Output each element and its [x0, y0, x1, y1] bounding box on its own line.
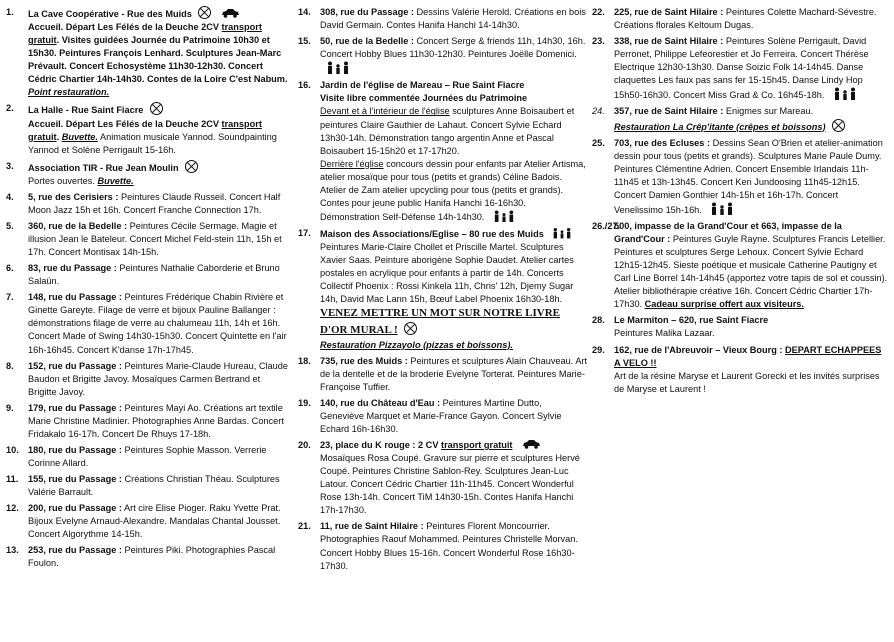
venue-number: 17. [298, 228, 311, 238]
venue-description: Peintures Piki. Photographies Pascal Foulon. [28, 545, 276, 569]
venue-number: 26./27. [592, 220, 621, 231]
no-access-icon [832, 119, 845, 132]
venue-title: 162, rue de l'Abreuvoir – Vieux Bourg : [614, 344, 786, 355]
venue-10 [6, 444, 288, 470]
transport-link: transport gratuit [28, 22, 262, 46]
venue-description: Concert Serge & friends 11h, 14h30, 16h. Concert Hobby Blues 11h30-12h30. Peintures Joëlle Domenici. [320, 36, 586, 60]
accueil-text: Accueil. Départ Les Félés de la Deuche 2CV [28, 22, 219, 33]
venue-description: Peintures Mayi Ao. Créations art textile Marie Christine Madinier. Photographies Anne Bardas. Concert Fridakalo 16-17h. Concert De Rhuys 17-18h. [28, 402, 284, 439]
venue-description: Peintures Claude Russeil. Concert Half Moon Jazz 15h et 16h. Concert Franche Connection 17h. [28, 191, 281, 215]
venue-number: 16. [298, 80, 311, 91]
family-icon [552, 227, 572, 239]
livre-dor-text: VENEZ METTRE UN MOT SUR NOTRE LIVRE D'OR MURAL ! [320, 307, 561, 336]
venue-number: 22. [592, 7, 605, 17]
venue-title: 140, rue du Château d'Eau : [320, 397, 441, 408]
no-access-icon [404, 322, 417, 335]
separator: . [56, 131, 62, 142]
venue-13 [6, 544, 288, 570]
column-2 [298, 6, 588, 576]
venue-17 [298, 227, 588, 352]
venue-number: 29. [592, 344, 605, 355]
venue-description: Peintures Nathalie Caborderie et Bruno Salaün. [28, 263, 280, 287]
venue-title: La Halle - Rue Saint Fiacre [28, 105, 144, 116]
venue-25 [592, 137, 888, 217]
venue-description: Art cire Elise Pioger. Raku Yvette Prat. Bijoux Evelyne Arnaud-Alexandre. Mandalas Chantal Jousset. Concert Algorythme 14-15h. [28, 503, 281, 540]
venue-description: Peintures Malika Lazaar. [614, 328, 715, 339]
venue-title: 735, rue des Muids : [320, 355, 408, 366]
venue-24 [592, 105, 888, 133]
venue-number: 12. [6, 503, 19, 514]
venue-description: Peintures Marie-Claude Hureau, Claude Baudon et Brigitte Javoy. Mosaïques Carmen Bertrand et Brigitte Javoy. [28, 360, 288, 397]
devant-label: Devant et à l'intérieur de l'église [320, 106, 450, 117]
venue-description: Peintures Colette Machard-Sévestre. Créations florales Keltoum Dugas. [614, 7, 877, 31]
venue-number: 24. [592, 106, 605, 117]
venue-number: 7. [6, 292, 14, 303]
venue-21 [298, 520, 588, 572]
venue-18 [298, 355, 588, 394]
venue-number: 5. [6, 220, 14, 231]
venue-6 [6, 262, 288, 288]
venue-number: 13. [6, 545, 19, 556]
venue-number: 9. [6, 402, 14, 413]
venue-title: 152, rue du Passage : [28, 360, 122, 371]
venue-28 [592, 314, 888, 340]
venue-14 [298, 6, 588, 32]
depart-velo-text: DEPART ECHAPPEES A VELO !! [614, 344, 882, 368]
car-icon [521, 439, 541, 449]
venue-title: Jardin de l'église de Mareau – Rue Saint Fiacre [320, 80, 525, 91]
venue-number: 2. [6, 103, 14, 114]
venue-description: concours dessin pour enfants par Atelier Artisma, atelier mosaïque pour tous (petits et grands) Céline Badois. Atelier de Zam atelier upcycling pour tous (petits et grands). Contes pour jeune public Hanifa Hanchi 16-16h30. Démonstration Self-Défense 14h-14h30. [320, 158, 586, 222]
venue-number: 14. [298, 7, 311, 17]
venue-number: 4. [6, 191, 14, 202]
venue-number: 1. [6, 7, 14, 17]
venue-1 [6, 6, 288, 99]
venue-title: 703, rue des Ecluses : [614, 137, 711, 148]
venue-description: Peintures Marie-Claire Chollet et Priscille Martel. Sculptures Xavier Saas. Peinture aborigène Sophie Daudet. Atelier cartes postales en acrylique pour enfants à partir de 14h. Concerts Collectif Phoenix : Rossi Kinkela 11h, Chris' 12h, Djemy Sugar 14h, David Mac Lann 15h, Bœuf Label Phoenix 16h30-18h. [320, 242, 574, 305]
venue-2 [6, 102, 288, 156]
venue-description: Peintures Sophie Masson. Verrerie Corinne Allard. [28, 444, 267, 468]
venue-description: sculptures Anne Boisaubert et peintures Claire Gauthier de Lahaut. Concert Sylvie Echard 13h30-14h. Démonstration tango argentin Anne et Pascal Boisaubert 15-15h20 et 17-17h20. [320, 106, 575, 156]
venue-description: Peintures Martine Dutto, Geneviève Marquet et Marie-France Gayon. Concert Sylvie Echard 16h-16h30. [320, 397, 562, 434]
venue-title: Association TIR - Rue Jean Moulin [28, 162, 179, 173]
restauration-text: Point restauration. [28, 87, 110, 98]
venue-description: Mosaïques Rosa Coupé. Gravure sur pierre et sculptures Hervé Coupé. Peintures Christine Sablon-Rey. Sculptures Jean-Luc Latour. Concert Cédric Chartier 11h-11h45. Concert Wonderful Rose 13h-14h. Concert TiM 14h30-15h. Contes Hanifa Hanchi 17h-17h30. [320, 453, 580, 516]
venue-4 [6, 191, 288, 217]
venue-8 [6, 360, 288, 399]
venue-title: 11, rue de Saint Hilaire : [320, 521, 424, 532]
venue-title: 225, rue de Saint Hilaire : [614, 7, 724, 17]
venue-number: 10. [6, 444, 19, 455]
venue-9 [6, 402, 288, 441]
venue-title: 338, rue de Saint Hilaire : [614, 36, 724, 47]
venue-description: Créations Christian Théau. Sculptures Valérie Barrault. [28, 474, 280, 498]
venue-description: Animation musicale Yannod. Soundpainting Yannod et Solène Perrigault 15-16h. [28, 131, 277, 155]
venue-title: 500, impasse de la Grand'Cour et 663, impasse de la Grand'Cour : [614, 220, 842, 244]
transport-link: transport gratuit [28, 118, 262, 142]
transport-link: transport gratuit [441, 440, 513, 451]
venue-title: 23, place du K rouge : 2 CV [320, 440, 439, 451]
venue-title: 357, rue de Saint Hilaire : [614, 106, 724, 117]
venue-16 [298, 79, 588, 224]
column-1 [6, 6, 288, 574]
venue-description: Peintures Cécile Sermage. Magie et illusion Jean le Bateleur. Concert Michel Feld-stein 11h, 15h et 17h. Concert Montisax 14h-15h. [28, 220, 282, 258]
venue-29 [592, 344, 888, 396]
venue-description: Peintures Florent Moncourrier. Photographies Raouf Mohammed. Peintures Christelle Morvan. Concert Hobby Blues 15-16h. Concert Wonderful Rose 16h30-17h30. [320, 521, 578, 571]
venue-description: Portes ouvertes. [28, 175, 98, 186]
venue-number: 25. [592, 137, 605, 148]
venue-title: 308, rue du Passage : [320, 7, 414, 17]
venue-title: 155, rue du Passage : [28, 474, 122, 485]
cadeau-text: Cadeau surprise offert aux visiteurs. [644, 299, 804, 310]
no-access-icon [150, 102, 163, 115]
venue-number: 18. [298, 355, 311, 366]
venue-number: 3. [6, 160, 14, 171]
column-3 [592, 6, 888, 399]
restauration-text: Restauration Pizzayolo (pizzas et boissons). [320, 339, 513, 350]
venue-19 [298, 397, 588, 436]
no-access-icon [185, 160, 198, 173]
car-icon [220, 8, 240, 18]
restauration-text: Restauration La Crêp'itante (crêpes et boissons) [614, 121, 826, 132]
family-icon [710, 202, 734, 215]
venue-number: 20. [298, 440, 311, 451]
no-access-icon [198, 6, 211, 19]
venue-23 [592, 35, 888, 102]
venue-title: 180, rue du Passage : [28, 444, 122, 455]
venue-22 [592, 6, 888, 32]
family-icon [326, 61, 350, 74]
venue-number: 28. [592, 315, 605, 326]
venue-description: Peintures Frédérique Chabin Rivière et Ginette Gareyte. Filage de verre et bijoux Pauline Ballanger : démonstrations filage de verre au chalumeau 11h, 14h et 16h. Concert Made of Swing 14h30-15h30. Concert Quintette en l'air 16h-16h45. Concert K'danse 17h-17h45. [28, 292, 287, 355]
venue-number: 19. [298, 397, 311, 408]
venue-number: 15. [298, 36, 311, 47]
venue-title: 253, rue du Passage : [28, 545, 122, 556]
visit-text: Visite libre commentée Journées du Patrimoine [320, 93, 528, 104]
venue-number: 6. [6, 263, 14, 274]
venue-description: Art de la résine Maryse et Laurent Gorecki et les invités surprises de Maryse et Laurent ! [614, 370, 880, 394]
buvette-text: Buvette. [97, 175, 134, 186]
venue-description: Enigmes sur Mareau. [723, 106, 814, 117]
venue-26-27 [592, 220, 888, 311]
venue-title: 50, rue de la Bedelle : [320, 36, 414, 47]
venue-number: 21. [298, 521, 311, 532]
venue-title: 5, rue des Cerisiers : [28, 191, 119, 202]
venue-description: . Visites guidées Journée du Patrimoine 10h30 et 15h30. Peintures François Lenhard. Sculptures Jean-Marc Prévault. Concert Echosystème 11h30-12h30. Concert Cédric Chartier 14h-14h30. Contes de la Loire C'est Nabum. [28, 35, 288, 85]
venue-11 [6, 473, 288, 499]
venue-number: 11. [6, 474, 19, 485]
venue-description: Peintures et sculptures Alain Chauveau. Art de la dentelle et de la broderie Evelyne Torterat. Peintures Marie-Françoise Tuffier. [320, 355, 588, 392]
venue-title: 148, rue du Passage : [28, 292, 122, 303]
venue-description: Dessins Valérie Herold. Créations en bois David Germain. Contes Hanifa Hanchi 14-14h30. [320, 7, 586, 31]
venue-12 [6, 502, 288, 541]
venue-description: Dessins Sean O'Brien et atelier-animation dessin pour tous (petits et grands). Sculptures Marie Paule Dumy. Peintures Clémentine Adrien. Concert Ensemble Irlandais 11h-11h45 et 13h-13h45. Concert Ken Jundoosing 11h45-12h15. Concert Damien Gonthier 14h-15h et 16h-17h. Concert Venelissimo 15h-16h. [614, 137, 883, 215]
venue-description: Peintures Guyle Rayne. Sculptures Francis Letellier. Peintures et sculptures Serge Lehoux. Concert Sylvie Echard 12h15-12h45. Sieste poétique et musicale Catherine Pautigny et Carl Line Borrel 14h-14h45 (apportez votre tapis de sol et coussin). Atelier bibliothérapie créative 16h. Concert Cédric Chartier 17h-17h30. [614, 234, 888, 310]
venue-title: La Cave Coopérative - Rue des Muids [28, 9, 192, 19]
venue-title: Le Marmiton – 620, rue Saint Fiacre [614, 315, 769, 326]
venue-number: 23. [592, 36, 605, 47]
venue-title: 360, rue de la Bedelle : [28, 220, 128, 231]
family-icon [833, 87, 857, 100]
venue-20 [298, 439, 588, 517]
family-icon [493, 210, 515, 222]
venue-title: 179, rue du Passage : [28, 402, 122, 413]
venue-5 [6, 220, 288, 259]
venue-description: Peintures Solène Perrigault, David Perronet, Philippe Lefeorestier et Jo Ferreira. Concert Thérèse Electrique 12h30-13h30. Danse Soizic Folk 14-14h45. Danse claquettes Les faux pas sans fer 15-15h45. Danse Lindy Hop 15h50-16h30. Concert Miss Grad & Co. 16h45-18h. [614, 36, 869, 101]
venue-title: 200, rue du Passage : [28, 503, 122, 514]
venue-number: 8. [6, 360, 14, 371]
buvette-text: Buvette. [61, 131, 98, 142]
accueil-text: Accueil. Départ Les Félés de la Deuche 2CV [28, 118, 219, 129]
venue-title: Maison des Associations/Eglise – 80 rue des Muids [320, 229, 544, 239]
venue-15 [298, 35, 588, 76]
venue-3 [6, 160, 288, 188]
venue-title: 83, rue du Passage : [28, 263, 117, 274]
venue-7 [6, 291, 288, 356]
derriere-label: Derrière l'église [320, 158, 384, 169]
